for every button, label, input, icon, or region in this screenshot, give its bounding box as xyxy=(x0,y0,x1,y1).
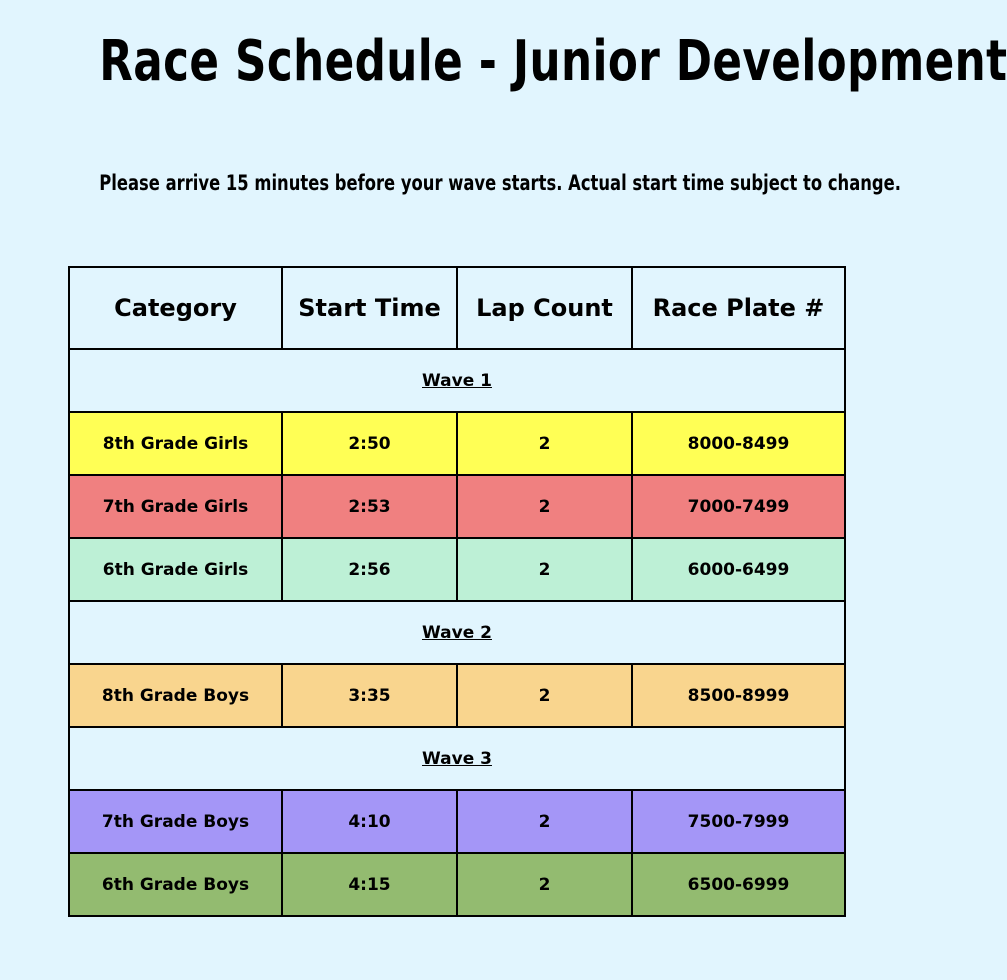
wave-label: Wave 3 xyxy=(69,727,845,790)
start-time-cell: 2:50 xyxy=(282,412,457,475)
wave-heading-row xyxy=(69,601,845,664)
category-cell: 8th Grade Boys xyxy=(69,664,282,727)
lap-count-cell: 2 xyxy=(457,853,632,916)
table-row xyxy=(69,790,845,853)
page-title: Race Schedule - Junior Development xyxy=(99,29,1007,94)
table-header-row xyxy=(69,267,845,349)
lap-count-cell: 2 xyxy=(457,475,632,538)
category-cell: 7th Grade Girls xyxy=(69,475,282,538)
header-race-plate: Race Plate # xyxy=(632,267,845,349)
start-time-cell: 4:15 xyxy=(282,853,457,916)
start-time-cell: 2:53 xyxy=(282,475,457,538)
table-row xyxy=(69,853,845,916)
lap-count-cell: 2 xyxy=(457,412,632,475)
category-cell: 7th Grade Boys xyxy=(69,790,282,853)
race-schedule-table xyxy=(68,266,846,917)
category-cell: 6th Grade Girls xyxy=(69,538,282,601)
wave-label: Wave 1 xyxy=(69,349,845,412)
start-time-cell: 4:10 xyxy=(282,790,457,853)
race-plate-cell: 8000-8499 xyxy=(632,412,845,475)
table-row xyxy=(69,475,845,538)
lap-count-cell: 2 xyxy=(457,790,632,853)
race-plate-cell: 7000-7499 xyxy=(632,475,845,538)
race-plate-cell: 6000-6499 xyxy=(632,538,845,601)
lap-count-cell: 2 xyxy=(457,664,632,727)
race-plate-cell: 8500-8999 xyxy=(632,664,845,727)
header-lap-count: Lap Count xyxy=(457,267,632,349)
arrival-notice: Please arrive 15 minutes before your wave starts. Actual start time subject to change. xyxy=(99,171,901,195)
wave-label: Wave 2 xyxy=(69,601,845,664)
wave-heading-row xyxy=(69,349,845,412)
header-start-time: Start Time xyxy=(282,267,457,349)
table-row xyxy=(69,412,845,475)
race-plate-cell: 7500-7999 xyxy=(632,790,845,853)
start-time-cell: 3:35 xyxy=(282,664,457,727)
race-plate-cell: 6500-6999 xyxy=(632,853,845,916)
category-cell: 8th Grade Girls xyxy=(69,412,282,475)
table-row xyxy=(69,538,845,601)
wave-heading-row xyxy=(69,727,845,790)
category-cell: 6th Grade Boys xyxy=(69,853,282,916)
header-category: Category xyxy=(69,267,282,349)
lap-count-cell: 2 xyxy=(457,538,632,601)
table-row xyxy=(69,664,845,727)
start-time-cell: 2:56 xyxy=(282,538,457,601)
